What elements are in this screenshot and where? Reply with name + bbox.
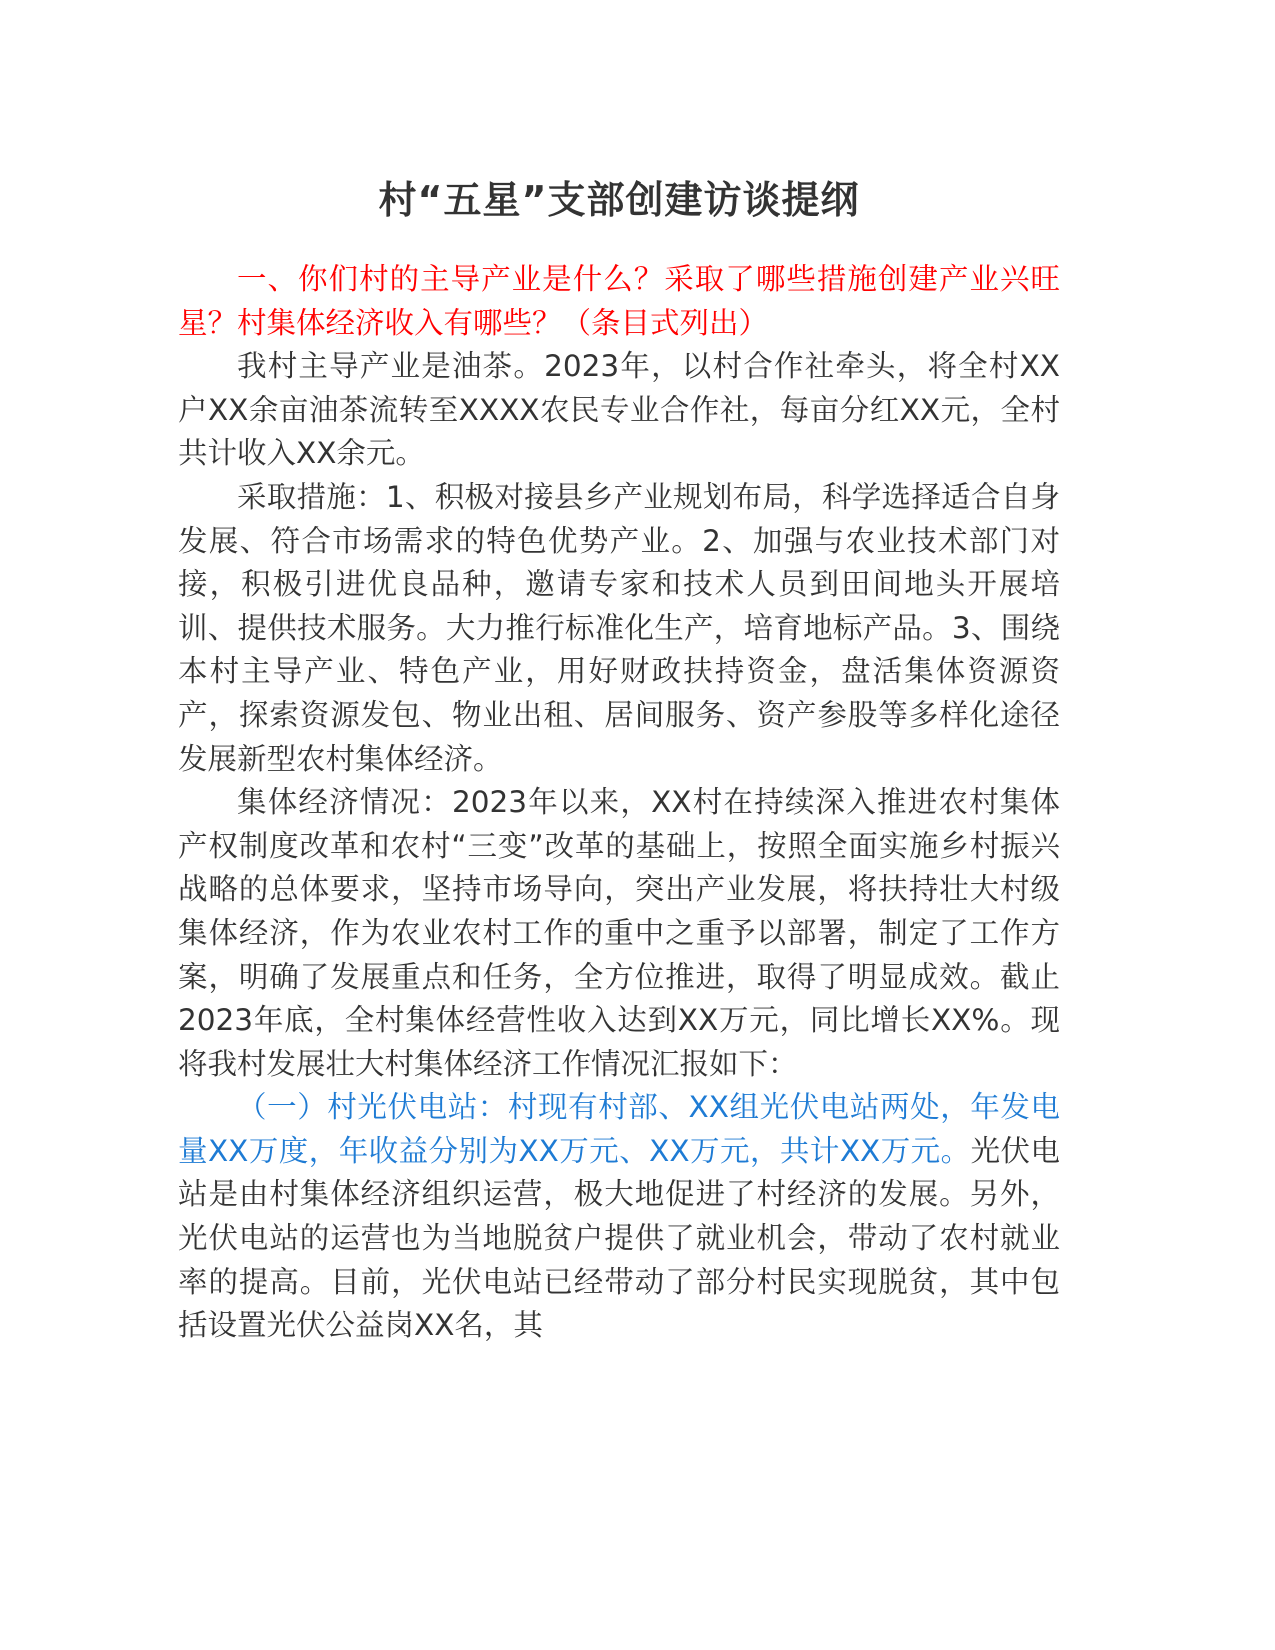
paragraph-measures: 采取措施：1、积极对接县乡产业规划布局，科学选择适合自身发展、符合市场需求的特色优势产业。2、加强与农业技术部门对接，积极引进优良品种，邀请专家和技术人员到田间地头开展培训、提供技术服务。大力推行标准化生产，培育地标产品。3、围绕本村主导产业、特色产业，用好财政扶持资金，盘活集体资源资产，探索资源发包、物业出租、居间服务、资产参股等多样化途径发展新型农村集体经济。 — [178, 479, 1060, 776]
question-heading: 一、你们村的主导产业是什么？采取了哪些措施创建产业兴旺星？村集体经济收入有哪些？（条目式列出） — [178, 262, 1060, 340]
solar-station-body: 光伏电站是由村集体经济组织运营，极大地促进了村经济的发展。另外，光伏电站的运营也为当地脱贫户提供了就业机会，带动了农村就业率的提高。目前，光伏电站已经带动了部分村民实现脱贫，其中包括设置光伏公益岗XX名，其 — [178, 1133, 1060, 1343]
document-page — [178, 172, 1060, 1348]
paragraph-collective-economy: 集体经济情况：2023年以来，XX村在持续深入推进农村集体产权制度改革和农村“三变”改革的基础上，按照全面实施乡村振兴战略的总体要求，坚持市场导向，突出产业发展，将扶持壮大村级集体经济，作为农业农村工作的重中之重予以部署，制定了工作方案，明确了发展重点和任务，全方位推进，取得了明显成效。截止2023年底，全村集体经营性收入达到XX万元，同比增长XX%。现将我村发展壮大村集体经济工作情况汇报如下： — [178, 785, 1060, 1081]
paragraph-main-industry: 我村主导产业是油茶。2023年，以村合作社牵头，将全村XX户XX余亩油茶流转至XXXX农民专业合作社，每亩分红XX元，全村共计收入XX余元。 — [178, 349, 1060, 471]
document-title: 村“五星”支部创建访谈提纲 — [378, 178, 860, 222]
paragraph-solar-station — [178, 1086, 1060, 1348]
solar-station-highlight: （一）村光伏电站：村现有村部、XX组光伏电站两处，年发电量XX万度，年收益分别为XX万元、XX万元，共计XX万元。 — [178, 1090, 1060, 1168]
